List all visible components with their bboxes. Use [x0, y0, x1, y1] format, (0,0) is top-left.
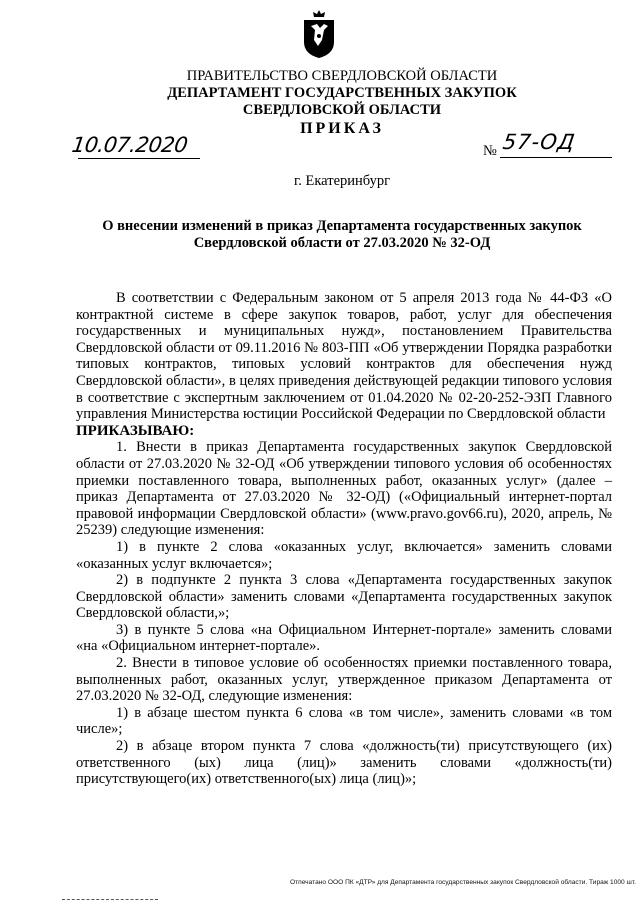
date-underline — [78, 158, 200, 159]
item-2-2-paragraph: 2) в абзаце втором пункта 7 слова «должность(ти) присутствующего (их) ответственного (ых) лица (лиц)» заменить словами «должность(ти) присутствующего(их) ответственного(ых) лица (лиц)»; — [76, 738, 612, 788]
item-1-1-paragraph: 1) в пункте 2 слова «оказанных услуг, включается» заменить словами «оказанных услуг включается»; — [76, 538, 612, 572]
order-body — [76, 290, 612, 788]
city: г. Екатеринбург — [293, 173, 391, 189]
print-note: Отпечатано ООО ПК «ДТР» для Департамента государственных закупок Свердловской области. Тираж 1000 шт. — [290, 879, 636, 886]
order-title-line1: О внесении изменений в приказ Департамента государственных закупок — [102, 218, 582, 234]
handwritten-number: 57-ОД — [501, 130, 577, 154]
department-name — [0, 85, 640, 119]
item-1-3-paragraph: 3) в пункте 5 слова «на Официальном Интернет-портале» заменить словами «на «Официальном интернет-портале». — [76, 621, 612, 655]
item-2-1-paragraph: 1) в абзаце шестом пункта 6 слова «в том числе», заменить словами «в том числе»; — [76, 704, 612, 738]
handwritten-date: 10.07.2020 — [70, 133, 189, 157]
prikazyvayu-heading: ПРИКАЗЫВАЮ: — [76, 422, 195, 439]
coat-of-arms-emblem — [300, 8, 338, 60]
item-2-paragraph: 2. Внести в типовое условие об особенностях приемки поставленного товара, выполненных работ, оказанных услуг, утвержденное приказом Департамента от 27.03.2020 № 32-ОД, следующие изменения: — [76, 655, 612, 705]
item-1-2-paragraph: 2) в подпункте 2 пункта 3 слова «Департамента государственных закупок Свердловской области» заменить словами «Департамента государственных закупок Свердловской области,»; — [76, 572, 612, 622]
doc-type: ПРИКАЗ — [300, 120, 384, 137]
number-underline — [500, 157, 612, 158]
preamble-paragraph: В соответствии с Федеральным законом от 5 апреля 2013 года № 44-ФЗ «О контрактной системе в сфере закупок товаров, работ, услуг для обеспечения государственных и муниципальных нужд», постановлением Правительства Свердловской области от 09.11.2016 № 803-ПП «Об утверждении Порядка разработки типовых контрактов, типовых условий контрактов для обеспечения нужд Свердловской области», в целях приведения действующей редакции типового условия в соответствие с экспертным заключением от 01.04.2020 № 02-20-252-ЭЗП Главного управления Министерства юстиции Российской Федерации по Свердловской области — [76, 290, 612, 423]
government-name: ПРАВИТЕЛЬСТВО СВЕРДЛОВСКОЙ ОБЛАСТИ — [186, 68, 498, 84]
footer-divider — [62, 899, 158, 900]
department-name-line1: ДЕПАРТАМЕНТ ГОСУДАРСТВЕННЫХ ЗАКУПОК — [167, 85, 517, 101]
item-1-paragraph: 1. Внести в приказ Департамента государственных закупок Свердловской области от 27.03.2020 № 32-ОД «Об утверждении типового условия об особенностях приемки поставленного товара, выполненных работ, оказанных услуг» (далее – приказ Департамента от 27.03.2020 № 32-ОД) («Официальный интернет-портал правовой информации Свердловской области» (www.pravo.gov66.ru), 2020, апрель, № 25239) следующие изменения: — [76, 439, 612, 539]
order-title-line2: Свердловской области от 27.03.2020 № 32-ОД — [193, 235, 491, 251]
order-title — [0, 218, 640, 252]
department-name-line2: СВЕРДЛОВСКОЙ ОБЛАСТИ — [242, 102, 442, 118]
number-label: № — [483, 143, 497, 159]
